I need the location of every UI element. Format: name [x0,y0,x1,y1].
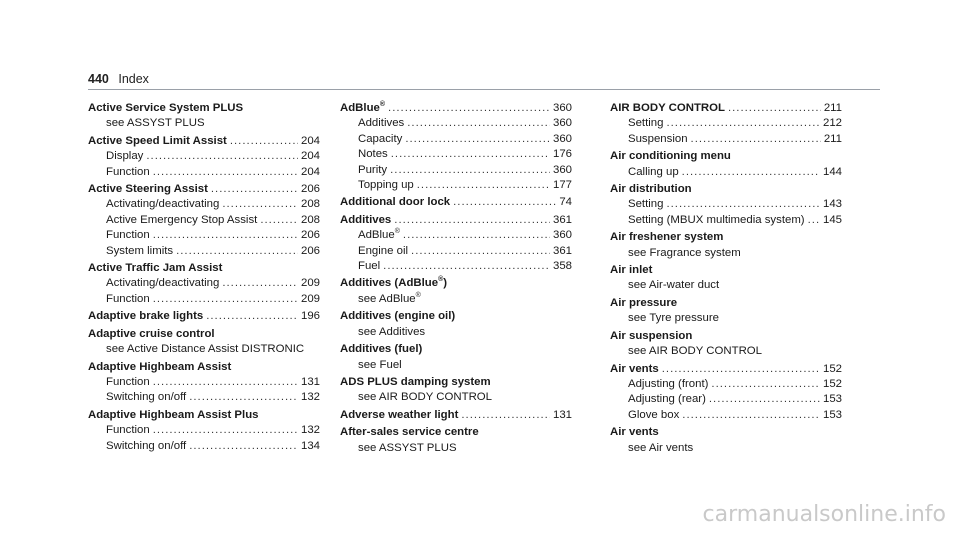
entry-label: Active Speed Limit Assist [88,134,227,147]
dot-leader [206,309,298,324]
index-subentry[interactable] [610,377,842,392]
index-subentry[interactable] [610,132,842,147]
index-subentry[interactable] [88,292,320,307]
entry-label: Suspension [628,132,688,145]
index-entry[interactable] [610,362,842,377]
dot-leader [211,182,298,197]
entry-label: Setting (MBUX multimedia system) [628,213,805,226]
entry-label: ADS PLUS damping system [340,375,491,388]
entry-label: see Additives [358,325,426,338]
entry-label: Capacity [358,132,403,145]
index-entry[interactable] [610,425,842,440]
index-subentry[interactable] [340,132,572,147]
index-subentry[interactable] [610,213,842,228]
entry-label: see Tyre pressure [628,312,719,325]
page-reference[interactable]: 204 [300,165,320,178]
index-subentry[interactable] [610,344,842,359]
watermark: carmanualsonline.info [702,502,946,527]
dot-leader [666,116,820,131]
registered-mark: ® [438,276,444,284]
index-entry[interactable] [340,375,572,390]
entry-label: Active Traffic Jam Assist [88,262,223,275]
page-reference[interactable]: 206 [300,244,320,257]
entry-label: see Active Distance Assist DISTRONIC [106,343,305,356]
dot-leader [388,101,550,116]
page-reference[interactable]: 153 [822,408,842,421]
dot-leader [711,377,820,392]
dot-leader [153,423,298,438]
entry-label: Setting [628,117,664,130]
index-entry[interactable] [340,408,572,423]
index-subentry[interactable] [88,149,320,164]
index-entry[interactable] [88,309,320,324]
page-reference[interactable]: 152 [822,362,842,375]
page-reference[interactable]: 360 [552,229,572,242]
entry-label: Active Service System PLUS [88,102,244,114]
entry-label: After-sales service centre [340,426,479,439]
dot-leader [411,244,550,259]
entry-label: Air vents [610,362,659,375]
page-number: 440 [88,72,109,86]
index-subentry[interactable] [610,197,842,212]
entry-label: Switching on/off [106,391,187,404]
index-subentry[interactable] [340,178,572,193]
dot-leader [453,195,556,210]
entry-label: see Air-water duct [628,279,720,292]
dot-leader [222,197,298,212]
dot-leader [153,375,298,390]
entry-label: Adjusting (front) [628,377,709,390]
dot-leader [407,116,550,131]
entry-label: Function [106,165,150,178]
page-reference[interactable]: 212 [822,117,842,130]
entry-label: Function [106,229,150,242]
entry-label: Adverse weather light [340,408,459,421]
entry-label: Air freshener system [610,231,724,244]
entry-label: Air distribution [610,183,692,196]
entry-label: Additives [358,117,405,130]
entry-label: Function [106,375,150,388]
page-reference[interactable]: 153 [822,393,842,406]
index-subentry[interactable] [340,163,572,178]
dot-leader [405,132,550,147]
entry-label: Activating/deactivating [106,198,220,211]
registered-mark: ® [394,228,400,236]
dot-leader [662,362,820,377]
entry-label: Switching on/off [106,439,187,452]
dot-leader [461,408,550,423]
index-subentry[interactable] [88,197,320,212]
index-subentry[interactable] [340,325,572,340]
page-reference[interactable]: 360 [552,132,572,145]
page-reference[interactable]: 360 [552,102,572,114]
page-reference[interactable]: 209 [300,277,320,290]
index-subentry[interactable] [340,259,572,274]
index-subentry[interactable] [340,441,572,456]
dot-leader [176,244,298,259]
entry-label: Adaptive brake lights [88,310,204,323]
entry-label: Air inlet [610,264,653,277]
entry-label: Activating/deactivating [106,277,220,290]
entry-label: Function [106,292,150,305]
dot-leader [153,228,298,243]
entry-label: Fuel [358,260,381,273]
entry-label: Active Emergency Stop Assist [106,213,258,226]
page-reference[interactable]: 206 [300,183,320,196]
entry-label: Additional door lock [340,196,451,209]
registered-mark: ® [379,101,386,109]
index-subentry[interactable] [610,116,842,131]
entry-label: Adaptive Highbeam Assist Plus [88,408,259,421]
dot-leader [222,276,298,291]
entry-label: Adaptive Highbeam Assist [88,360,232,373]
entry-label: AdBlue® [358,228,400,242]
dot-leader [189,439,298,454]
dot-leader [390,163,550,178]
index-subentry[interactable] [340,292,572,307]
index-column-2 [340,101,572,456]
page-reference[interactable]: 132 [300,424,320,437]
entry-label: Air conditioning menu [610,150,731,163]
page-reference[interactable]: 132 [300,391,320,404]
index-subentry[interactable] [610,441,842,456]
index-entry[interactable] [610,101,842,116]
page-reference[interactable]: 131 [552,408,572,421]
entry-label: see AdBlue® [358,292,421,305]
index-entry[interactable] [88,408,320,423]
index-entry[interactable] [340,342,572,357]
page-reference[interactable]: 358 [552,260,572,273]
index-entry[interactable] [88,327,320,342]
index-entry[interactable] [610,230,842,245]
entry-label: Additives (AdBlue®) [340,276,448,290]
index-subentry[interactable] [340,244,572,259]
index-entry[interactable] [610,182,842,197]
page-reference[interactable]: 361 [552,244,572,257]
index-entry[interactable] [340,276,572,291]
dot-leader [394,213,550,228]
dot-leader [682,408,820,423]
entry-label: Air suspension [610,329,693,342]
index-entry[interactable] [340,309,572,324]
dot-leader [417,178,550,193]
page-reference[interactable]: 361 [552,213,572,226]
entry-label: System limits [106,244,174,257]
dot-leader [691,132,821,147]
index-entry[interactable] [88,261,320,276]
index-subentry[interactable] [88,439,320,454]
entry-label: Active Steering Assist [88,183,208,196]
index-subentry[interactable] [340,358,572,373]
dot-leader [403,228,550,243]
index-subentry[interactable] [88,165,320,180]
entry-label: Additives (fuel) [340,343,423,356]
index-entry[interactable] [88,134,320,149]
index-entry[interactable] [88,182,320,197]
index-entry[interactable] [340,425,572,440]
page-reference[interactable]: 144 [822,165,842,178]
page-reference[interactable]: 152 [822,377,842,390]
index-subentry[interactable] [610,392,842,407]
index-entry[interactable] [340,213,572,228]
index-subentry[interactable] [88,116,320,131]
entry-label: AdBlue® [340,101,386,114]
page-header [88,72,149,86]
index-subentry[interactable] [340,147,572,162]
entry-label: Calling up [628,165,679,178]
index-subentry[interactable] [340,390,572,405]
page-reference[interactable]: 196 [300,310,320,323]
dot-leader [153,292,298,307]
entry-label: Adjusting (rear) [628,393,706,406]
index-subentry[interactable] [610,246,842,261]
page-reference[interactable]: 211 [823,102,842,114]
entry-label: Additives (engine oil) [340,310,456,323]
entry-label: see AIR BODY CONTROL [358,391,492,404]
dot-leader [728,101,821,116]
index-subentry[interactable] [610,278,842,293]
page-reference[interactable]: 204 [300,134,320,147]
dot-leader [709,392,820,407]
dot-leader [682,165,820,180]
index-entry[interactable] [610,329,842,344]
entry-label: Adaptive cruise control [88,327,215,340]
entry-label: Glove box [628,408,680,421]
page-reference[interactable]: 177 [552,179,572,192]
page-reference[interactable]: 145 [822,213,842,226]
dot-leader [666,197,820,212]
dot-leader [189,390,298,405]
page-reference[interactable]: 208 [300,213,320,226]
dot-leader [391,147,550,162]
dot-leader [153,165,298,180]
index-subentry[interactable] [88,228,320,243]
page-reference[interactable]: 143 [822,198,842,211]
page-reference[interactable]: 360 [552,117,572,130]
page-reference[interactable]: 209 [300,292,320,305]
entry-label: see ASSYST PLUS [358,441,457,454]
dot-leader [146,149,298,164]
entry-label: Engine oil [358,244,409,257]
header-divider [88,89,880,90]
page-reference[interactable]: 208 [300,198,320,211]
index-subentry[interactable] [88,213,320,228]
index-entry[interactable] [340,195,572,210]
index-entry[interactable] [610,296,842,311]
index-column-3 [610,101,842,456]
dot-leader [383,259,550,274]
dot-leader [260,213,298,228]
index-subentry[interactable] [88,423,320,438]
entry-label: Display [106,150,144,163]
index-subentry[interactable] [340,116,572,131]
entry-label: see Air vents [628,441,694,454]
page-reference[interactable]: 176 [552,148,572,161]
entry-label: Purity [358,163,388,176]
index-entry[interactable] [610,149,842,164]
index-subentry[interactable] [88,375,320,390]
section-title: Index [118,72,149,86]
entry-label: AIR BODY CONTROL [610,102,725,114]
entry-label: Notes [358,148,388,161]
entry-label: Topping up [358,179,414,192]
page-reference[interactable]: 74 [559,196,572,209]
dot-leader [230,134,298,149]
index-subentry[interactable] [88,244,320,259]
registered-mark: ® [415,292,421,300]
entry-label: Air vents [610,426,659,439]
index-subentry[interactable] [88,276,320,291]
page-reference[interactable]: 131 [300,375,320,388]
entry-label: see AIR BODY CONTROL [628,345,762,358]
page-reference[interactable]: 211 [823,132,842,145]
page-reference[interactable]: 204 [300,150,320,163]
entry-label: see Fuel [358,358,402,371]
index-entry[interactable] [340,101,572,116]
index-subentry[interactable] [88,342,320,357]
index-subentry[interactable] [610,311,842,326]
page-reference[interactable]: 134 [300,439,320,452]
index-entry[interactable] [88,101,320,116]
index-subentry[interactable] [340,228,572,243]
index-subentry[interactable] [88,390,320,405]
entry-label: see ASSYST PLUS [106,117,205,130]
dot-leader [808,213,820,228]
entry-label: Function [106,424,150,437]
index-column-1 [88,101,320,454]
index-entry[interactable] [88,360,320,375]
index-entry[interactable] [610,263,842,278]
entry-label: Air pressure [610,296,678,309]
entry-label: Additives [340,213,392,226]
page-reference[interactable]: 360 [552,163,572,176]
entry-label: see Fragrance system [628,246,741,259]
entry-label: Setting [628,198,664,211]
page-reference[interactable]: 206 [300,229,320,242]
index-subentry[interactable] [610,165,842,180]
index-subentry[interactable] [610,408,842,423]
